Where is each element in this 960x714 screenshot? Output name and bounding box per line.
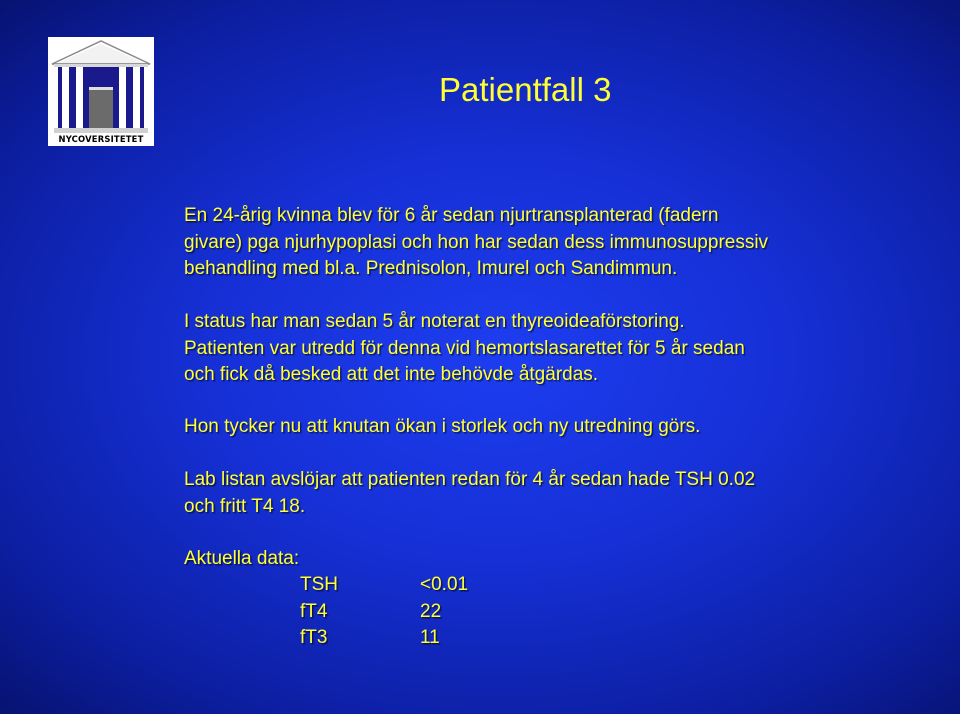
paragraph-3 <box>184 414 700 441</box>
building-columns-icon <box>48 37 154 133</box>
paragraph-2-line-3: och fick då besked att det inte behövde åtgärdas. <box>184 364 599 385</box>
data-row-name: TSH <box>300 574 338 595</box>
logo <box>48 37 154 146</box>
paragraph-4 <box>184 467 755 520</box>
data-row-name: fT3 <box>300 627 328 648</box>
data-row-value: <0.01 <box>420 574 469 595</box>
data-row-value: 22 <box>420 600 442 622</box>
data-heading: Aktuella data: <box>184 548 300 569</box>
logo-text: NYCOVERSITETET <box>58 134 144 144</box>
data-row-name: fT4 <box>300 600 328 622</box>
paragraph-2-line-1: I status har man sedan 5 år noterat en thyreoideaförstoring. <box>184 311 685 332</box>
paragraph-1-line-1: En 24-årig kvinna blev för 6 år sedan njurtransplanterad (fadern <box>184 205 719 226</box>
paragraph-1 <box>184 203 768 283</box>
data-row <box>300 599 500 626</box>
paragraph-2 <box>184 309 745 389</box>
paragraph-1-line-3: behandling med bl.a. Prednisolon, Imurel och Sandimmun. <box>184 258 678 279</box>
paragraph-3-line-1: Hon tycker nu att knutan ökan i storlek och ny utredning görs. <box>184 416 701 437</box>
paragraph-2-line-2: Patienten var utredd för denna vid hemortslasarettet för 5 år sedan <box>184 337 745 359</box>
paragraph-4-line-1: Lab listan avslöjar att patienten redan för 4 år sedan hade TSH 0.02 <box>184 469 756 490</box>
data-row <box>300 625 500 652</box>
slide-title: Patientfall 3 <box>439 71 612 108</box>
paragraph-1-line-2: givare) pga njurhypoplasi och hon har sedan dess immunosuppressiv <box>184 231 769 253</box>
paragraph-4-line-2: och fritt T4 18. <box>184 495 306 517</box>
data-row <box>300 572 500 599</box>
data-row-value: 11 <box>420 627 440 648</box>
data-table <box>300 572 500 652</box>
